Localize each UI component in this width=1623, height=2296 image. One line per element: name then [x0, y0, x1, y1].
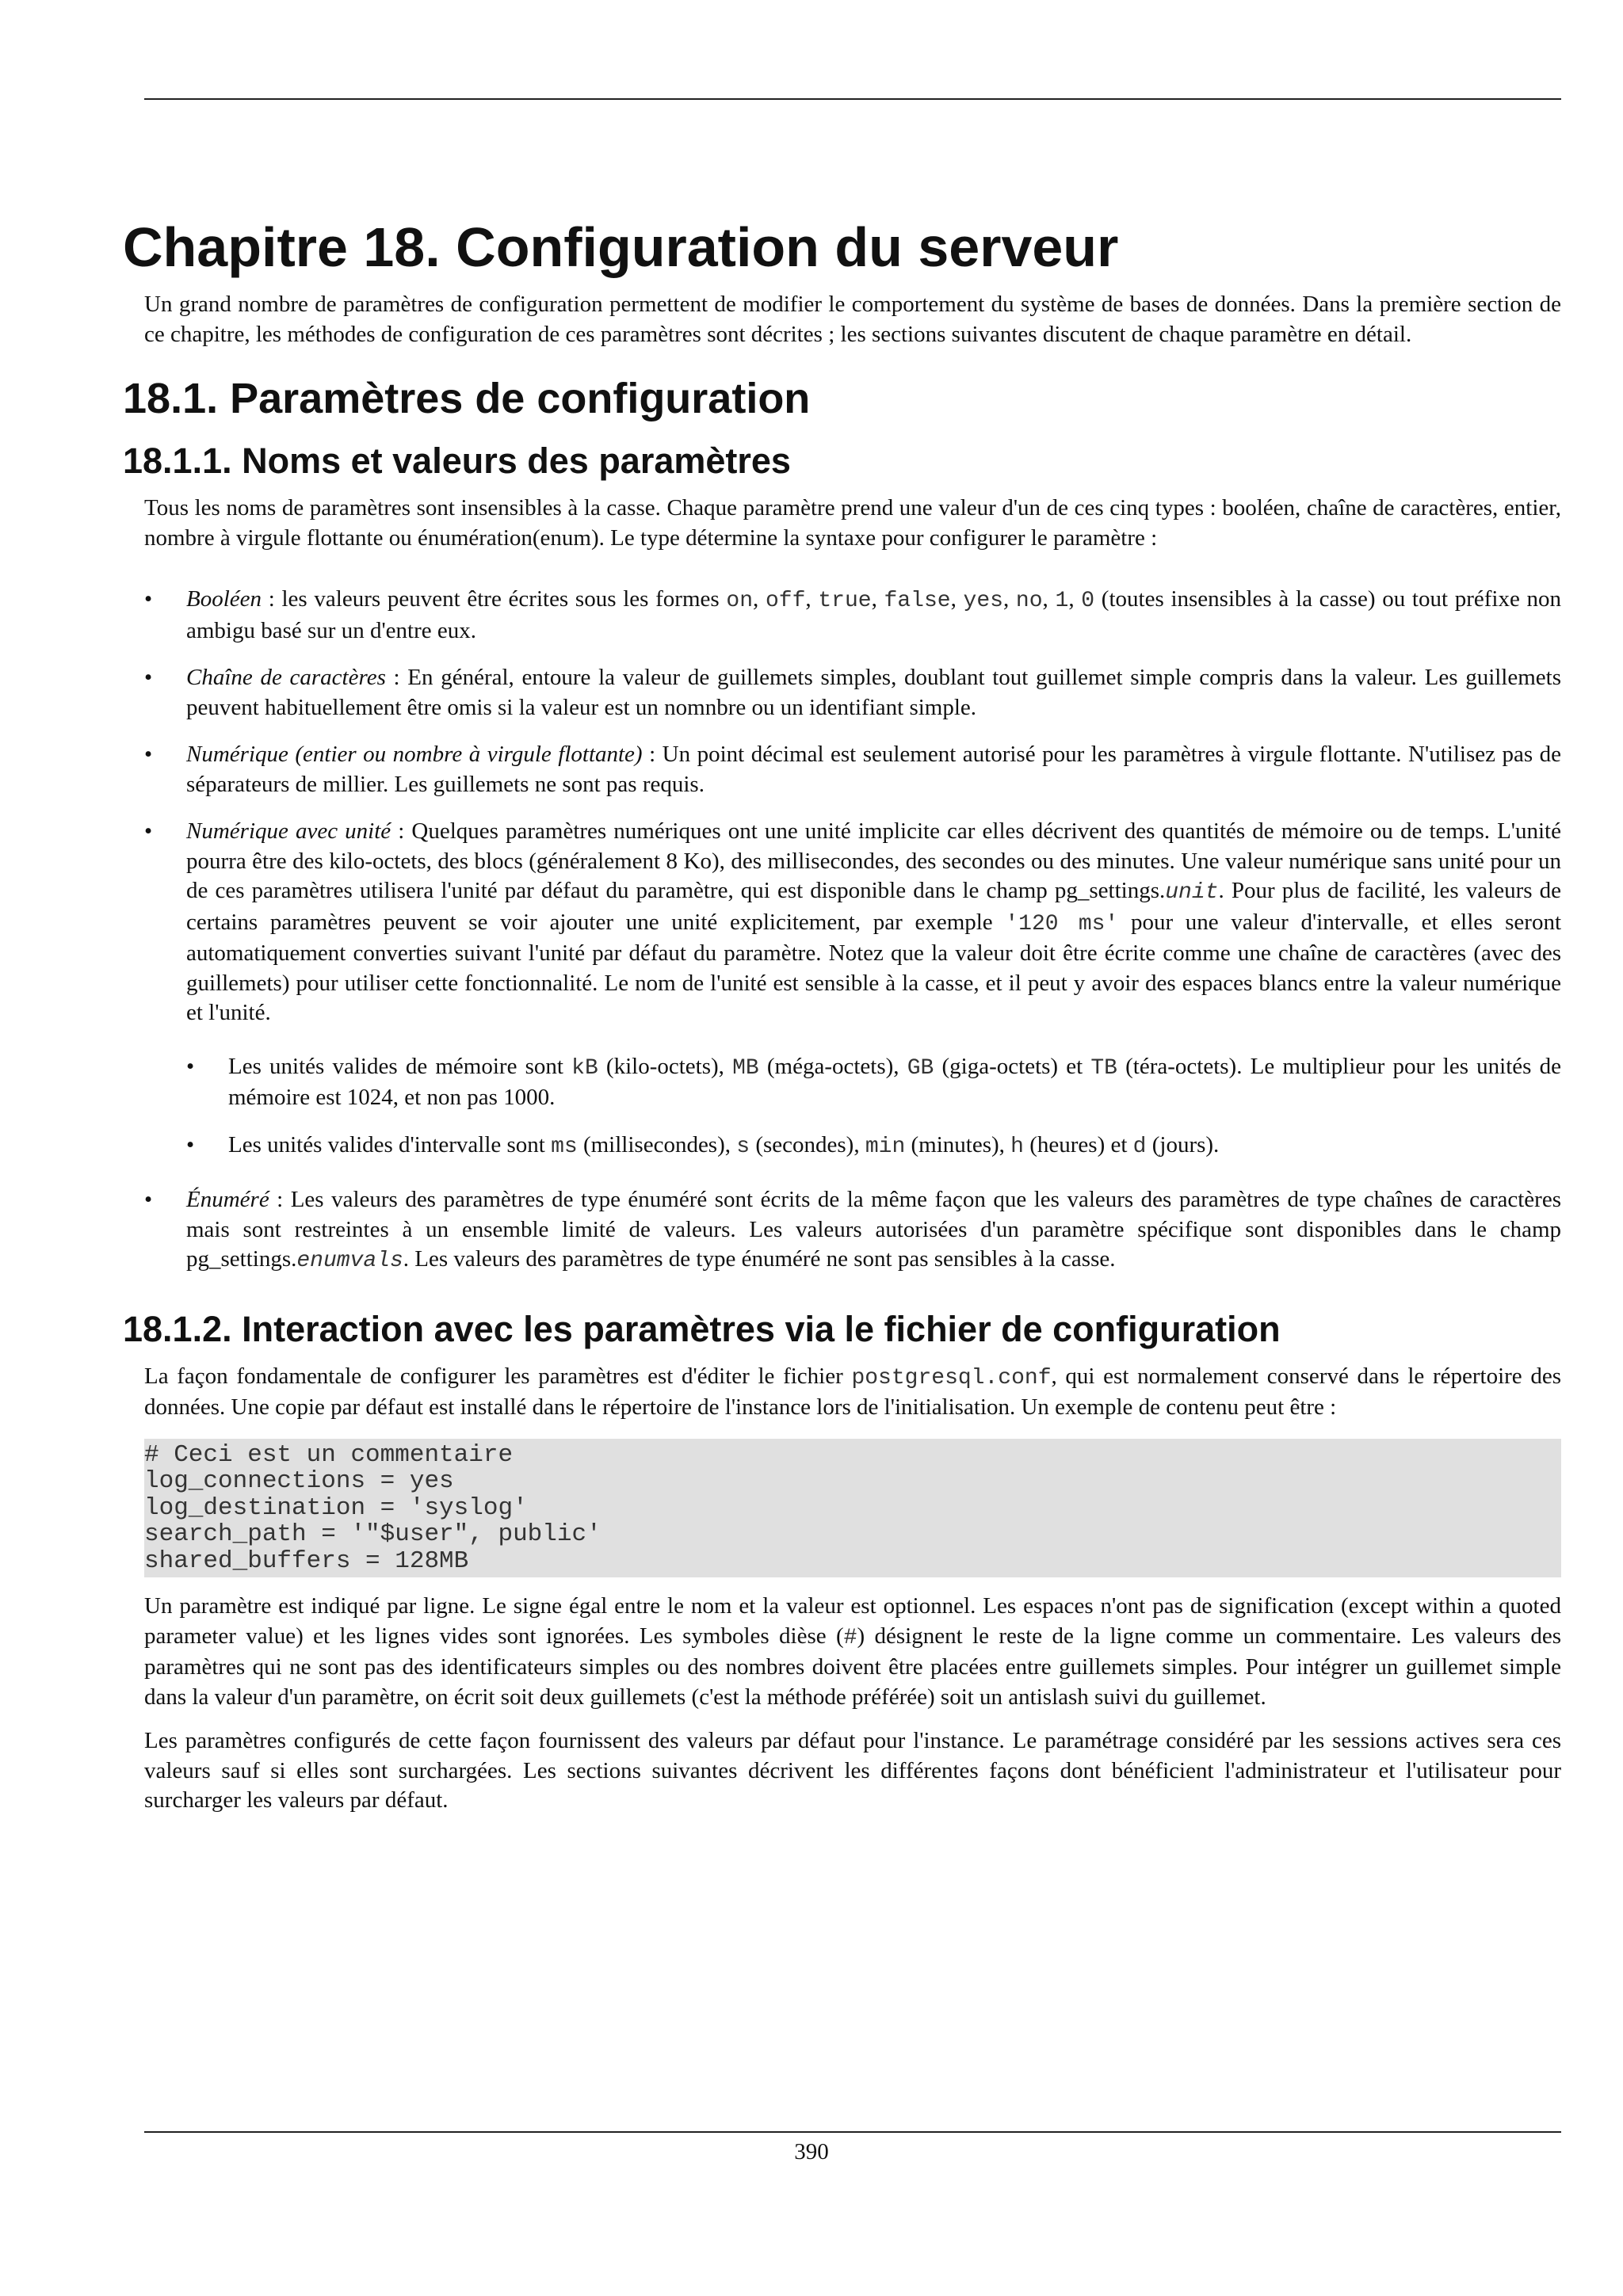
field-unit: unit [1165, 880, 1219, 905]
config-file-paragraph [144, 1362, 1561, 1423]
separator: , [1002, 586, 1016, 612]
interval-text-2: (millisecondes), [577, 1131, 737, 1158]
separator: , [871, 586, 884, 612]
syntax-text-2: ) désignent le reste de la ligne comme un commentaire. Les valeurs des paramètres qui ne sont pas des identificateurs simples ou des nombres doivent être placées entre guillemets simples. Pour intégrer un guillemet simple dans la valeur d'un paramètre, on écrit soit deux guillemets (c'est la méthode préférée) soit un antislash suivi du guillemet. [144, 1623, 1561, 1710]
separator: , [1068, 586, 1082, 612]
unit-ms: ms [551, 1134, 578, 1159]
numeric-unit-text-3: pour une valeur d'intervalle, et elles seront automatiquement converties suivant l'unité par défaut du paramètre. Notez que la valeur doit être écrite comme une chaîne de caractères (avec des guillemets) pour utiliser cette fonctionnalité. Le nom de l'unité est sensible à la casse, et il peut y avoir des espaces blancs entre la valeur numérique et l'unité. [186, 909, 1562, 1025]
unit-TB: TB [1090, 1055, 1117, 1081]
page-content [123, 215, 1561, 1830]
example-120ms: '120 ms' [1005, 911, 1119, 936]
string-text: : En général, entoure la valeur de guillemets simples, doublant tout guillemet simple compris dans la valeur. Les guillemets peuvent habituellement être omis si la valeur est un nomnbre ou un identifiant simple. [186, 665, 1562, 720]
hash-symbol: # [843, 1625, 857, 1650]
value-yes: yes [963, 589, 1003, 613]
types-list [144, 585, 1561, 1276]
header-rule [144, 98, 1561, 100]
types-paragraph: Tous les noms de paramètres sont insensibles à la casse. Chaque paramètre prend une valeur d'un de ces cinq types : booléen, chaîne de caractères, entier, nombre à virgule flottante ou énumération(enum). Le type détermine la syntaxe pour configurer le paramètre : [144, 495, 1561, 551]
list-item-boolean [144, 585, 1561, 646]
boolean-text-end: (toutes insensibles à la casse) ou tout préfixe non ambigu basé sur un d'entre eux. [186, 586, 1562, 643]
interval-text-5: (heures) et [1023, 1131, 1133, 1158]
enum-text: : Les valeurs des paramètres de type énuméré sont écrits de la même façon que les valeurs des paramètres de type chaînes de caractères mais sont restreintes à un ensemble limité de valeurs. Les valeurs autorisées d'un paramètre spécifique sont disponibles dans le champ pg_settings. [186, 1187, 1561, 1272]
separator: , [950, 586, 964, 612]
interval-text-4: (minutes), [905, 1131, 1011, 1158]
memory-text-2: (kilo-octets), [598, 1053, 733, 1079]
enum-text-2: . Les valeurs des paramètres de type énuméré ne sont pas sensibles à la casse. [403, 1246, 1116, 1272]
footer-rule [144, 2131, 1561, 2133]
unit-GB: GB [907, 1055, 934, 1081]
value-true: true [818, 589, 872, 613]
numeric-unit-text-2: . Pour plus de facilité, les valeurs de certains paramètres peuvent se voir ajouter une unité explicitement, par exemple [186, 878, 1561, 935]
unit-h: h [1010, 1134, 1024, 1159]
units-list [186, 1052, 1561, 1162]
section-18-1-title: 18.1. Paramètres de configuration [123, 375, 811, 422]
list-item-interval-units [186, 1131, 1561, 1162]
separator: , [1042, 586, 1056, 612]
list-item-memory-units [186, 1052, 1561, 1113]
separator: , [753, 586, 766, 612]
filename-postgresql-conf: postgresql.conf [851, 1365, 1052, 1390]
numeric-text: : Un point décimal est seulement autorisé pour les paramètres à virgule flottante. N'utilisez pas de séparateurs de millier. Les guillemets ne sont pas requis. [186, 742, 1561, 797]
separator: , [805, 586, 819, 612]
unit-s: s [736, 1134, 750, 1159]
config-text-2: , qui est normalement conservé dans le répertoire des données. Une copie par défaut est installé dans le répertoire de l'instance lors de l'initialisation. Un exemple de contenu peut être : [144, 1363, 1561, 1420]
term-enum: Énuméré [186, 1187, 269, 1212]
code-example: # Ceci est un commentaire log_connections = yes log_destination = 'syslog' search_path = '"$user", public' shared_buffers = 128MB [144, 1439, 1561, 1578]
value-false: false [884, 589, 951, 613]
unit-min: min [865, 1134, 906, 1159]
memory-text-5: (téra-octets). Le multiplieur pour les unités de mémoire est 1024, et non pas 1000. [228, 1053, 1562, 1110]
value-off: off [765, 589, 806, 613]
section-18-1-1-title: 18.1.1. Noms et valeurs des paramètres [123, 441, 791, 481]
unit-MB: MB [732, 1055, 759, 1081]
page-number: 390 [794, 2139, 829, 2164]
interval-text-6: (jours). [1146, 1131, 1220, 1158]
term-boolean: Booléen [186, 586, 262, 612]
unit-kB: kB [571, 1055, 598, 1081]
unit-d: d [1132, 1134, 1147, 1159]
intro-paragraph: Un grand nombre de paramètres de configuration permettent de modifier le comportement du système de bases de données. Dans la première section de ce chapitre, les méthodes de configuration de ces paramètres sont décrites ; les sections suivantes discutent de chaque paramètre en détail. [144, 292, 1561, 347]
interval-text-3: (secondes), [750, 1131, 865, 1158]
value-1: 1 [1055, 589, 1069, 613]
value-no: no [1015, 589, 1043, 613]
term-string: Chaîne de caractères [186, 665, 386, 690]
field-enumvals: enumvals [296, 1249, 403, 1273]
defaults-paragraph: Les paramètres configurés de cette façon fournissent des valeurs par défaut pour l'instance. Le paramétrage considéré par les sessions actives sera ces valeurs sauf si elles sont surchargées. Les sections suivantes décrivent les différentes façons dont bénéficient l'administrateur et l'utilisateur pour surcharger les valeurs par défaut. [144, 1728, 1561, 1813]
section-18-1-2-title: 18.1.2. Interaction avec les paramètres via le fichier de configuration [123, 1308, 1281, 1349]
list-item-numeric [144, 740, 1561, 799]
value-0: 0 [1081, 589, 1095, 613]
chapter-title: Chapitre 18. Configuration du serveur [123, 216, 1119, 278]
numeric-unit-text: : Quelques paramètres numériques ont une unité implicite car elles décrivent des quantités de mémoire ou de temps. L'unité pourra être des kilo-octets, des blocs (généralement 8 Ko), des millisecondes, des secondes ou des minutes. Une valeur numérique sans unité pour un de ces paramètres utilisera l'unité par défaut du paramètre, qui est disponible dans le champ pg_settings. [186, 818, 1561, 903]
config-text: La façon fondamentale de configurer les paramètres est d'éditer le fichier [144, 1363, 852, 1389]
memory-text-3: (méga-octets), [758, 1053, 907, 1079]
boolean-text: : les valeurs peuvent être écrites sous les formes [262, 586, 727, 612]
list-item-numeric-unit [144, 817, 1561, 1161]
memory-text-4: (giga-octets) et [934, 1053, 1091, 1079]
term-numeric: Numérique (entier ou nombre à virgule flottante) [186, 742, 643, 767]
value-on: on [726, 589, 753, 613]
term-numeric-unit: Numérique avec unité [186, 818, 391, 844]
syntax-paragraph [144, 1592, 1561, 1712]
memory-text: Les unités valides de mémoire sont [228, 1053, 572, 1079]
list-item-string [144, 663, 1561, 723]
interval-text: Les unités valides d'intervalle sont [228, 1131, 552, 1158]
list-item-enum [144, 1185, 1561, 1276]
syntax-text: Un paramètre est indiqué par ligne. Le signe égal entre le nom et la valeur est optionnel. Les espaces n'ont pas de signification (except within a quoted parameter value) et les lignes vides sont ignorées. Les symboles dièse ( [144, 1593, 1561, 1649]
